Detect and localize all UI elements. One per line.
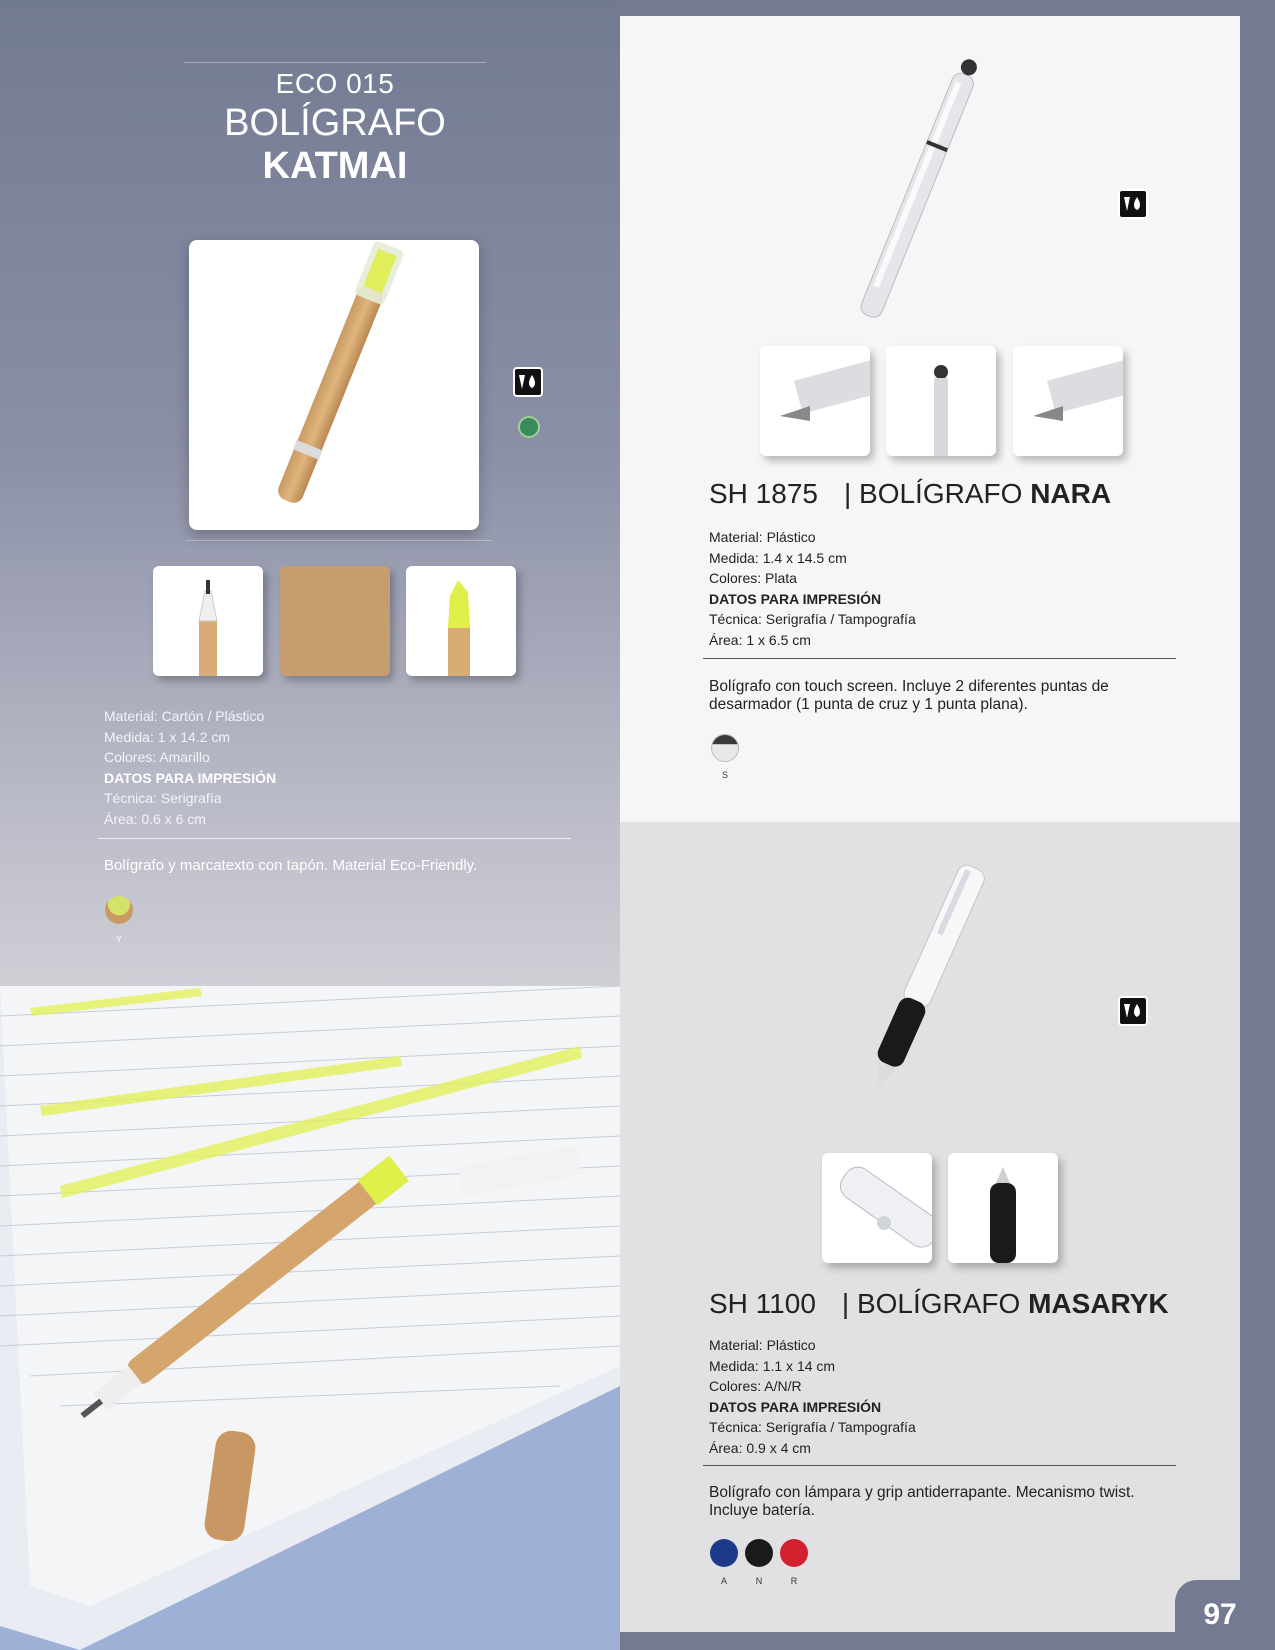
spec-colores: Colores: Plata — [709, 570, 797, 587]
heading-separator: | — [841, 1288, 850, 1319]
product-title-line1: BOLÍGRAFO — [224, 102, 446, 144]
spec-medida: Medida: 1 x 14.2 cm — [104, 728, 231, 745]
page-number: 97 — [1175, 1580, 1275, 1650]
katmai-specs — [104, 706, 276, 830]
spec-area: Área: 0.6 x 6 cm — [104, 810, 206, 827]
swatch-label: S — [721, 770, 728, 780]
cross-tip-thumbnail-image — [760, 346, 870, 456]
swatch-label: N — [755, 1576, 763, 1586]
product-code: SH 1100 — [709, 1288, 816, 1319]
thumbnail-stylus[interactable] — [886, 346, 996, 456]
spec-medida: Medida: 1.1 x 14 cm — [709, 1357, 836, 1374]
product-heading — [709, 1288, 1169, 1320]
product-masaryk-panel — [620, 822, 1240, 1632]
photo-divider — [186, 540, 492, 541]
eco-leaf-icon — [518, 416, 540, 438]
product-description: Bolígrafo y marcatexto con tapón. Material Eco-Friendly. — [104, 857, 478, 874]
spec-material: Material: Plástico — [709, 1337, 816, 1353]
spec-divider — [703, 658, 1176, 659]
product-model: NARA — [1030, 478, 1112, 509]
swatch-label: R — [790, 1576, 798, 1586]
spec-colores: Colores: A/N/R — [709, 1378, 802, 1395]
thumbnail-highlighter[interactable] — [406, 566, 516, 676]
spec-divider — [703, 1465, 1176, 1466]
color-swatch-yellow[interactable] — [105, 896, 133, 924]
katmai-pen-illustration — [189, 240, 479, 530]
product-code: SH 1875 — [709, 478, 818, 509]
product-name: BOLÍGRAFO — [859, 478, 1023, 509]
thumbnail-grip[interactable] — [948, 1153, 1058, 1263]
thumbnail-screwdriver-cross[interactable] — [760, 346, 870, 456]
title-rule — [184, 62, 486, 63]
spec-print-heading: DATOS PARA IMPRESIÓN — [709, 1398, 882, 1415]
product-name: BOLÍGRAFO — [856, 1288, 1021, 1319]
product-nara-panel — [620, 16, 1240, 822]
thumbnail-tip[interactable] — [153, 566, 263, 676]
color-swatch-black[interactable] — [745, 1539, 773, 1567]
masaryk-specs — [709, 1335, 916, 1459]
stylus-thumbnail-image — [886, 346, 996, 456]
swatch-label: Y — [115, 934, 122, 944]
product-code: ECO 015 — [275, 68, 395, 99]
color-swatch-silver[interactable] — [711, 734, 739, 762]
color-swatch-blue[interactable] — [710, 1539, 738, 1567]
nara-specs — [709, 527, 916, 651]
spec-print-heading: DATOS PARA IMPRESIÓN — [104, 769, 277, 786]
spec-print-heading: DATOS PARA IMPRESIÓN — [709, 590, 882, 607]
thumbnail-kraft-texture[interactable] — [280, 566, 390, 676]
katmai-main-photo — [189, 240, 479, 530]
product-heading — [709, 478, 1111, 510]
product-description: Bolígrafo con lámpara y grip antiderrapante. Mecanismo twist. Incluye batería. — [709, 1484, 1135, 1519]
spec-divider — [98, 838, 571, 839]
spec-tecnica: Técnica: Serigrafía — [104, 790, 222, 807]
spec-tecnica: Técnica: Serigrafía / Tampografía — [709, 611, 916, 628]
product-katmai-panel — [0, 0, 620, 986]
product-title-block — [170, 62, 500, 187]
spec-colores: Colores: Amarillo — [104, 749, 210, 766]
nara-pen-image — [840, 46, 1000, 336]
spec-medida: Medida: 1.4 x 14.5 cm — [709, 549, 847, 566]
color-swatch-red[interactable] — [780, 1539, 808, 1567]
ink-refill-icon — [1118, 996, 1148, 1026]
spec-tecnica: Técnica: Serigrafía / Tampografía — [709, 1419, 916, 1436]
grip-thumbnail-image — [948, 1153, 1058, 1263]
right-margin-strip — [1240, 0, 1275, 1650]
lamp-thumbnail-image — [822, 1153, 932, 1263]
spec-area: Área: 0.9 x 4 cm — [709, 1439, 811, 1456]
product-title-line2: KATMAI — [262, 145, 408, 187]
lifestyle-photo — [0, 986, 620, 1650]
thumbnail-screwdriver-flat[interactable] — [1013, 346, 1123, 456]
product-description: Bolígrafo con touch screen. Incluye 2 diferentes puntas de desarmador (1 punta de cruz y 1 punta plana). — [709, 678, 1109, 713]
spec-material: Material: Plástico — [709, 529, 816, 545]
heading-separator: | — [843, 478, 852, 509]
flat-tip-thumbnail-image — [1013, 346, 1123, 456]
pen-tip-thumbnail-image — [153, 566, 263, 676]
ink-refill-icon — [1118, 189, 1148, 219]
thumbnail-lamp[interactable] — [822, 1153, 932, 1263]
swatch-label: A — [720, 1576, 727, 1586]
spec-material: Material: Cartón / Plástico — [104, 708, 265, 724]
highlighter-tip-thumbnail-image — [406, 566, 516, 676]
masaryk-pen-image — [850, 852, 1000, 1102]
product-model: MASARYK — [1028, 1288, 1169, 1319]
spec-area: Área: 1 x 6.5 cm — [709, 631, 811, 648]
notebook-with-pen-image — [0, 986, 620, 1650]
ink-refill-icon — [513, 367, 543, 397]
